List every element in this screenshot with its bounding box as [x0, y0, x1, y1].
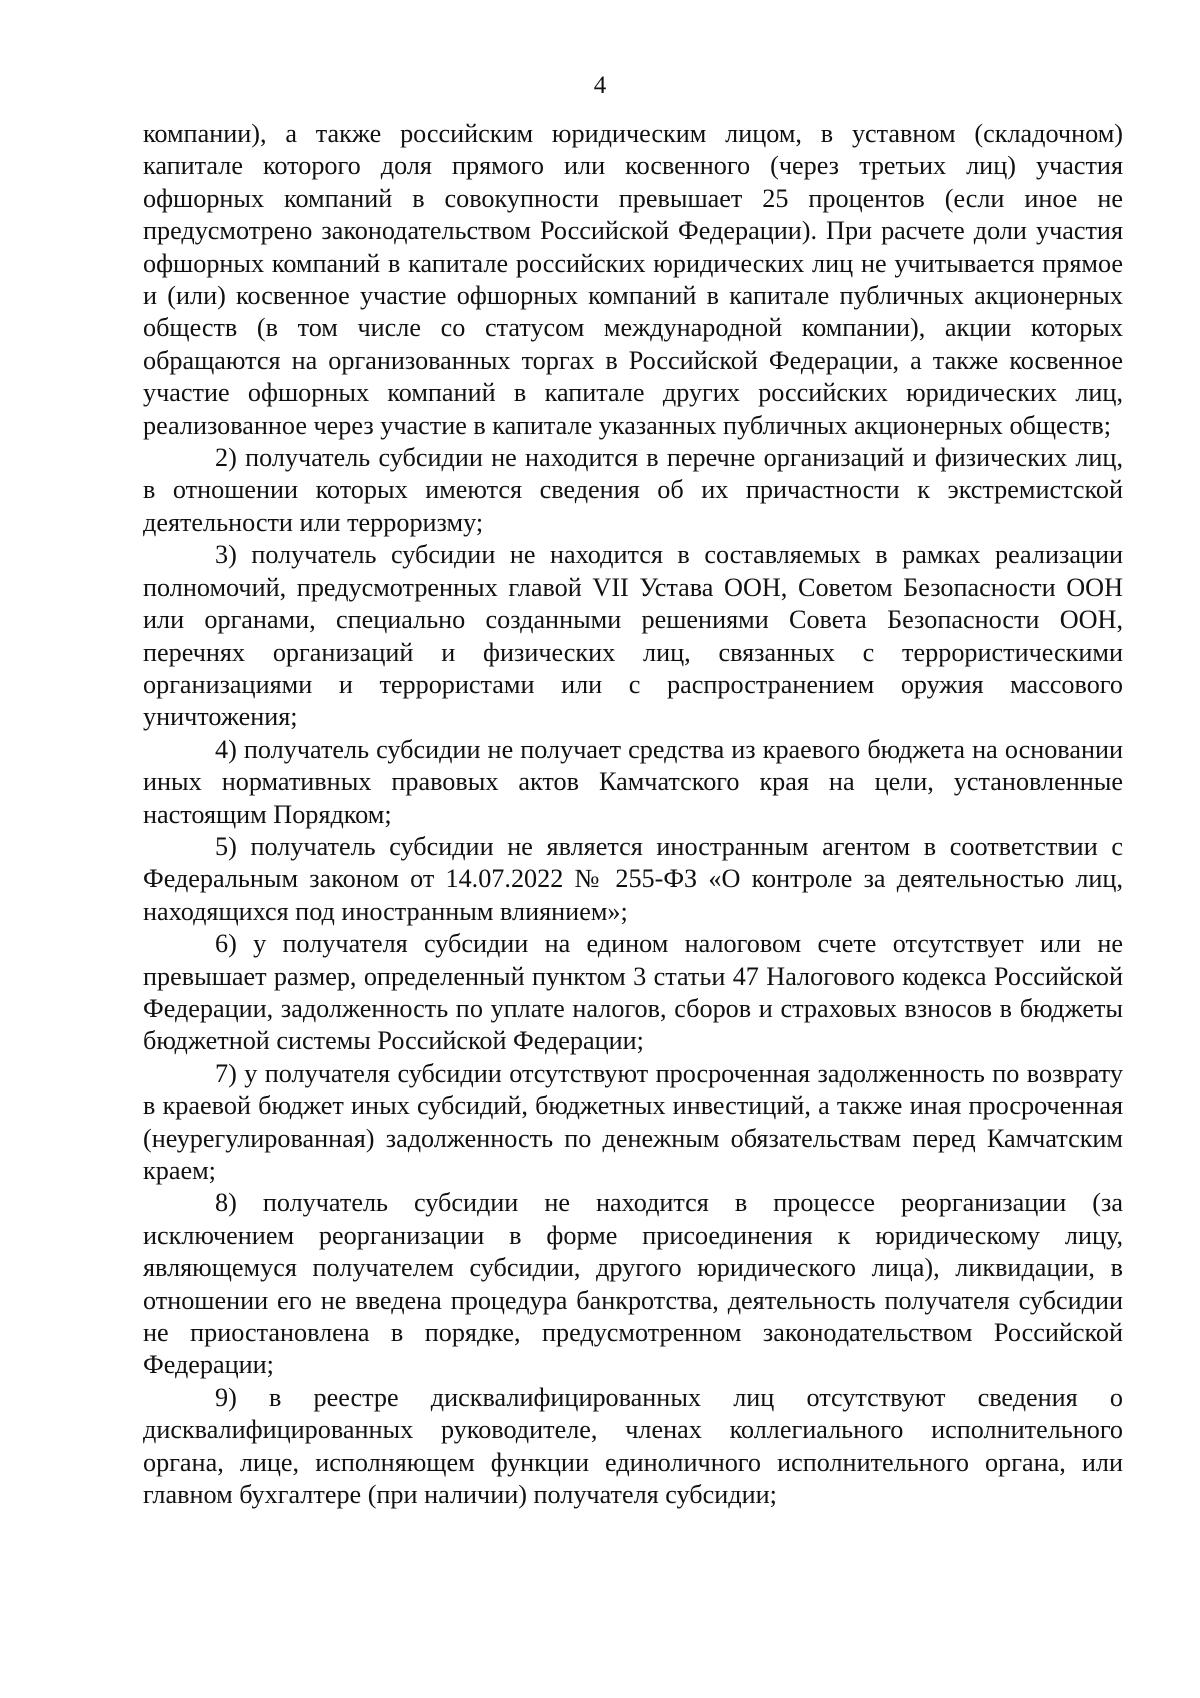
paragraph-item-9: 9) в реестре дисквалифицированных лиц отсутствуют сведения о дисквалифицированных руководителе, членах коллегиального исполнительного органа, лице, исполняющем функции единоличного исполнительного органа, или главном бухгалтере (при наличии) получателя субсидии; [143, 1382, 1123, 1510]
paragraph-item-8: 8) получатель субсидии не находится в процессе реорганизации (за исключением реорганизации в форме присоединения к юридическому лицу, являющемуся получателем субсидии, другого юридического лица), ликвидации, в отношении его не введена процедура банкротства, деятельность получателя субсидии не приостановлена в порядке, предусмотренном законодательством Российской Федерации; [143, 1188, 1123, 1380]
paragraph-item-7: 7) у получателя субсидии отсутствуют просроченная задолженность по возврату в краевой бюджет иных субсидий, бюджетных инвестиций, а также иная просроченная (неурегулированная) задолженность по денежным обязательствам перед Камчатским краем; [143, 1058, 1123, 1185]
paragraph-item-3: 3) получатель субсидии не находится в составляемых в рамках реализации полномочий, предусмотренных главой VII Устава ООН, Советом Безопасности ООН или органами, специально созданными решениями Совета Безопасности ООН, перечнях организаций и физических лиц, связанных с террористическими организациями и террористами или с распространением оружия массового уничтожения; [143, 540, 1123, 732]
paragraph-item-4: 4) получатель субсидии не получает средства из краевого бюджета на основании иных нормативных правовых актов Камчатского края на цели, установленные настоящим Порядком; [143, 734, 1123, 829]
page-number: 4 [593, 72, 607, 99]
paragraph-item-2: 2) получатель субсидии не находится в перечне организаций и физических лиц, в отношении которых имеются сведения об их причастности к экстремистской деятельности или терроризму; [143, 443, 1123, 537]
paragraph-continuation: компании), а также российским юридическим лицом, в уставном (складочном) капитале которого доля прямого или косвенного (через третьих лиц) участия офшорных компаний в совокупности превышает 25 процентов (если иное не предусмотрено законодательством Российской Федерации). При расчете доли участия офшорных компаний в капитале российских юридических лиц не учитывается прямое и (или) косвенное участие офшорных компаний в капитале публичных акционерных обществ (в том числе со статусом международной компании), акции которых обращаются на организованных торгах в Российской Федерации, а также косвенное участие офшорных компаний в капитале других российских юридических лиц, реализованное через участие в капитале указанных публичных акционерных обществ; [143, 119, 1123, 440]
paragraph-item-6: 6) у получателя субсидии на едином налоговом счете отсутствует или не превышает размер, определенный пунктом 3 статьи 47 Налогового кодекса Российской Федерации, задолженность по уплате налогов, сборов и страховых взносов в бюджеты бюджетной системы Российской Федерации; [143, 929, 1123, 1056]
document-body [143, 118, 1123, 1511]
paragraph-item-5: 5) получатель субсидии не является иностранным агентом в соответствии с Федеральным законом от 14.07.2022 № 255-ФЗ «О контроле за деятельностью лиц, находящихся под иностранным влиянием»; [143, 831, 1123, 926]
